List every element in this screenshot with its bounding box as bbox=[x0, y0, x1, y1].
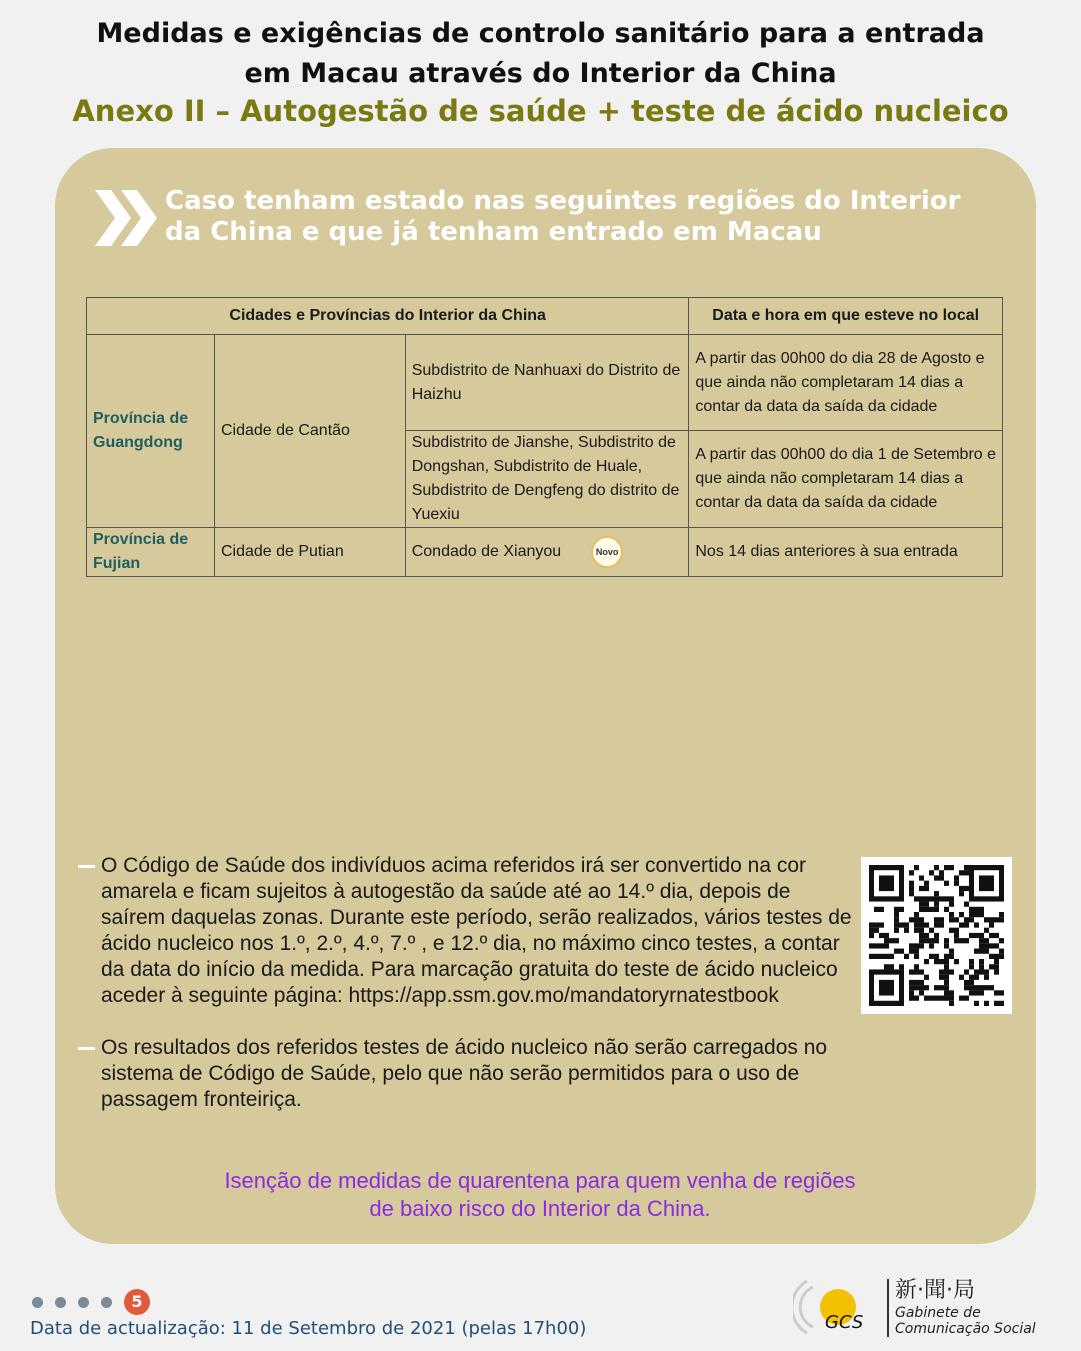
note-item bbox=[78, 853, 858, 1009]
double-chevron-icon bbox=[95, 190, 157, 246]
logo-line-1: Gabinete de bbox=[895, 1305, 981, 1321]
city-cell: Cidade de Putian bbox=[214, 528, 405, 577]
page-subtitle: Anexo II – Autogestão de saúde + teste de ácido nucleico bbox=[72, 94, 1009, 128]
page-dot[interactable] bbox=[32, 1297, 43, 1308]
section-heading bbox=[165, 186, 1015, 248]
page-title bbox=[0, 14, 1081, 94]
district-cell: Subdistrito de Jianshe, Subdistrito de Dongshan, Subdistrito de Huale, Subdistrito de Dengfeng do distrito de Yuexiu bbox=[405, 431, 689, 528]
gcs-logo-text bbox=[895, 1277, 1036, 1337]
section-heading-line-2: da China e que já tenham entrado em Macau bbox=[165, 217, 822, 247]
logo-mark: GCS bbox=[825, 1312, 864, 1333]
table-header-row bbox=[87, 298, 1003, 335]
qr-code bbox=[861, 857, 1012, 1014]
exemption-line-2: de baixo risco do Interior da China. bbox=[369, 1196, 711, 1221]
table-row bbox=[87, 528, 1003, 577]
date-cell: Nos 14 dias anteriores à sua entrada bbox=[689, 528, 1003, 577]
province-cell: Província de Guangdong bbox=[87, 335, 215, 528]
update-date: Data de actualização: 11 de Setembro de 2021 (pelas 17h00) bbox=[30, 1318, 587, 1339]
section-heading-line-1: Caso tenham estado nas seguintes regiões do Interior bbox=[165, 186, 961, 216]
exemption-note bbox=[120, 1167, 960, 1223]
page-dot[interactable] bbox=[78, 1297, 89, 1308]
new-badge: Novo bbox=[591, 536, 623, 568]
page-dot[interactable] bbox=[101, 1297, 112, 1308]
header-cities: Cidades e Províncias do Interior da China bbox=[87, 298, 689, 335]
page-indicator bbox=[32, 1290, 150, 1314]
dash-bullet bbox=[78, 1047, 95, 1050]
date-cell: A partir das 00h00 do dia 28 de Agosto e que ainda não completaram 14 dias a contar da data da saída da cidade bbox=[689, 335, 1003, 431]
city-cell: Cidade de Cantão bbox=[214, 335, 405, 528]
logo-line-2: Comunicação Social bbox=[895, 1321, 1036, 1337]
note-item bbox=[78, 1035, 858, 1113]
note-text: Os resultados dos referidos testes de ácido nucleico não serão carregados no sistema de Código de Saúde, pelo que não serão permitidos para o uso de passagem fronteiriça. bbox=[101, 1036, 828, 1111]
page-dot[interactable] bbox=[55, 1297, 66, 1308]
district-text: Condado de Xianyou bbox=[411, 543, 562, 561]
title-line-1: Medidas e exigências de controlo sanitário para a entrada bbox=[96, 18, 985, 49]
logo-cjk: 新·聞·局 bbox=[895, 1278, 975, 1303]
regions-table bbox=[86, 297, 1003, 577]
current-page-badge: 5 bbox=[124, 1289, 150, 1315]
district-cell: Subdistrito de Nanhuaxi do Distrito de Haizhu bbox=[405, 335, 689, 431]
header-date: Data e hora em que esteve no local bbox=[689, 298, 1003, 335]
province-cell: Província de Fujian bbox=[87, 528, 215, 577]
exemption-line-1: Isenção de medidas de quarentena para quem venha de regiões bbox=[224, 1168, 856, 1193]
title-line-2: em Macau através do Interior da China bbox=[244, 58, 837, 89]
dash-bullet bbox=[78, 865, 95, 868]
district-cell bbox=[405, 528, 689, 577]
table-row bbox=[87, 335, 1003, 431]
notes-list bbox=[78, 853, 858, 1139]
note-text: O Código de Saúde dos indivíduos acima referidos irá ser convertido na cor amarela e ficam sujeitos à autogestão da saúde até ao 14.º dia, depois de saírem daquelas zonas. Durante este período, serão realizados, vários testes de ácido nucleico nos 1.º, 2.º, 4.º, 7.º , e 12.º dia, no máximo cinco testes, a contar da data do início da medida. Para marcação gratuita do teste de ácido nucleico aceder à seguinte página: https://app.ssm.gov.mo/mandatoryrnatestbook bbox=[101, 854, 852, 1007]
date-cell: A partir das 00h00 do dia 1 de Setembro e que ainda não completaram 14 dias a contar da data da saída da cidade bbox=[689, 431, 1003, 528]
